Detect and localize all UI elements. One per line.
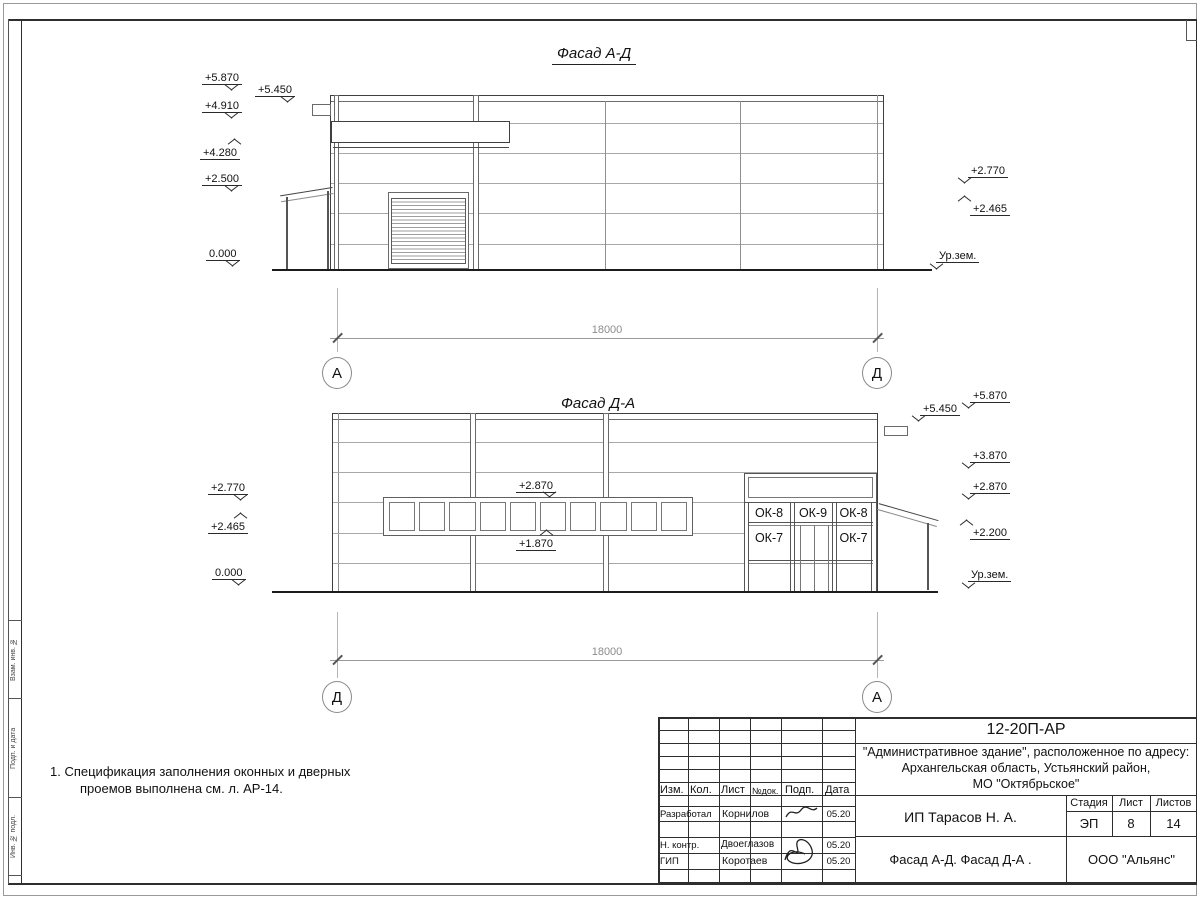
- row-name: Коротаев: [722, 855, 768, 867]
- axis-bubble-d: Д: [322, 681, 352, 713]
- ribbon-window: [600, 502, 626, 531]
- elev-tick: [234, 495, 247, 502]
- dimension-line: [330, 660, 884, 661]
- mullion-v: [832, 502, 833, 592]
- elev-mark: 0.000: [212, 567, 246, 579]
- ground-level-label: Ур.зем.: [968, 569, 1011, 581]
- ribbon-window: [389, 502, 415, 531]
- elev-mark: +2.870: [970, 481, 1010, 493]
- corner-box-line: [1186, 20, 1187, 40]
- signature: [779, 834, 821, 868]
- frame-top: [8, 19, 1197, 21]
- margin-sep: [8, 620, 22, 621]
- project-name-line: "Административное здание", расположенное по адресу:: [862, 745, 1190, 759]
- ribbon-window: [419, 502, 445, 531]
- parapet-line: [331, 101, 883, 102]
- signature: [784, 805, 820, 820]
- row-name: Корнилов: [722, 808, 770, 820]
- elev-mark: +3.870: [970, 450, 1010, 462]
- elev-mark: +2.500: [202, 173, 242, 185]
- stage-label: Стадия: [1070, 797, 1108, 809]
- entrance-awning: [331, 121, 510, 143]
- drawing-title: Фасад А-Д. Фасад Д-А .: [889, 852, 1032, 867]
- elev-tick: [958, 194, 971, 201]
- stage-value: ЭП: [1079, 816, 1099, 831]
- client-name: ИП Тарасов Н. А.: [904, 809, 1017, 825]
- margin-sep: [8, 875, 22, 876]
- mullion-h: [748, 563, 873, 564]
- door-mullion: [800, 525, 801, 592]
- facade-da-title: Фасад Д-А: [556, 395, 640, 415]
- mullion-h: [748, 522, 873, 523]
- joint-line: [605, 101, 606, 270]
- ribbon-window: [480, 502, 506, 531]
- col-ndok: №док.: [752, 786, 779, 796]
- elev-tick: [962, 463, 975, 470]
- elev-tick: [962, 583, 975, 590]
- col-list: Лист: [721, 784, 745, 796]
- sheets-label: Листов: [1155, 797, 1192, 809]
- extension-line: [337, 612, 338, 678]
- ribbon-window: [510, 502, 536, 531]
- extension-line: [877, 612, 878, 678]
- sheet-label: Лист: [1119, 797, 1143, 809]
- margin-column-line: [8, 19, 9, 884]
- vent-stub: [884, 426, 908, 436]
- margin-label: Подп. и дата: [10, 727, 17, 769]
- axis-bubble-a: А: [322, 357, 352, 389]
- window-label: ОК-8: [754, 506, 784, 520]
- canopy-post: [327, 191, 329, 270]
- ribbon-window-band: [383, 497, 693, 536]
- axis-bubble-d: Д: [862, 357, 892, 389]
- row-role: Разработал: [660, 809, 712, 820]
- corner-box-line: [1186, 40, 1197, 41]
- ribbon-window: [570, 502, 596, 531]
- dimension-value: 18000: [591, 324, 623, 336]
- dimension-value: 18000: [591, 646, 623, 658]
- roller-door: [391, 198, 466, 264]
- wall-inner-line: [877, 95, 878, 270]
- window-label: ОК-8: [839, 506, 868, 520]
- elev-tick: [225, 113, 238, 120]
- ground-line: [272, 591, 938, 593]
- col-izm: Изм.: [660, 784, 684, 796]
- window-label: ОК-7: [839, 531, 868, 545]
- window-label: ОК-9: [798, 506, 828, 520]
- awning-fascia: [333, 147, 509, 148]
- doc-number: 12-20П-АР: [986, 721, 1066, 738]
- sheet-value: 8: [1127, 816, 1135, 831]
- canopy-post: [286, 197, 288, 270]
- ribbon-window: [631, 502, 657, 531]
- elev-tick: [225, 186, 238, 193]
- axis-bubble-a: А: [862, 681, 892, 713]
- elev-mark: +5.870: [970, 390, 1010, 402]
- elev-mark: +2.465: [970, 203, 1010, 215]
- col-podp: Подп.: [785, 784, 815, 796]
- margin-sep: [8, 797, 22, 798]
- ribbon-window: [540, 502, 566, 531]
- facade-ad-title: Фасад А-Д: [552, 45, 636, 65]
- elev-tick: [962, 494, 975, 501]
- row-role: Н. контр.: [660, 840, 700, 851]
- window-label: ОК-7: [754, 531, 784, 545]
- vent-stub: [312, 104, 331, 116]
- row-role: ГИП: [660, 856, 679, 867]
- elev-mark: +2.465: [208, 521, 248, 533]
- row-date: 05.20: [826, 856, 851, 867]
- project-name-line: МО "Октябрьское": [972, 777, 1080, 791]
- elev-tick: [232, 580, 245, 587]
- margin-label: Инв. № подл.: [10, 814, 17, 858]
- mullion-h: [748, 560, 873, 561]
- ground-level-label: Ур.зем.: [936, 250, 979, 262]
- elev-mark: +4.280: [200, 147, 240, 159]
- elev-tick: [960, 518, 973, 525]
- elev-tick: [281, 97, 294, 104]
- elev-mark: +2.200: [970, 527, 1010, 539]
- ribbon-window: [661, 502, 687, 531]
- storefront-transom: [748, 477, 873, 498]
- title-block: [658, 717, 1197, 883]
- joint-line: [740, 101, 741, 270]
- row-name: Двоеглазов: [721, 839, 775, 850]
- panel-line: [331, 153, 883, 154]
- mullion-h: [744, 502, 877, 503]
- extension-line: [337, 288, 338, 352]
- sheets-value: 14: [1166, 816, 1181, 831]
- company-name: ООО "Альянс": [1088, 852, 1175, 867]
- elev-tick: [234, 511, 247, 518]
- elev-mark: +2.770: [208, 482, 248, 494]
- note-line-2: проемов выполнена см. л. АР-14.: [80, 781, 283, 796]
- dimension-line: [330, 338, 884, 339]
- margin-label: Взам. инв. №: [10, 638, 17, 682]
- elev-tick: [912, 416, 925, 423]
- ground-line: [272, 269, 932, 271]
- elev-mark: 0.000: [206, 248, 240, 260]
- frame-left: [21, 19, 22, 884]
- elev-mark: +2.870: [516, 480, 556, 492]
- elev-mark: +4.910: [202, 100, 242, 112]
- mullion-h: [748, 525, 873, 526]
- col-kol: Кол.: [690, 784, 712, 796]
- elev-tick: [543, 492, 556, 499]
- elev-mark: +2.770: [968, 165, 1008, 177]
- elev-tick: [958, 178, 971, 185]
- elev-mark: +5.450: [920, 403, 960, 415]
- panel-line: [331, 183, 883, 184]
- elev-tick: [228, 137, 241, 144]
- col-data: Дата: [825, 784, 850, 796]
- door-mullion: [828, 525, 829, 592]
- door-mullion: [814, 525, 815, 592]
- elev-tick: [540, 528, 553, 535]
- elev-tick: [930, 264, 943, 271]
- mullion-v: [871, 502, 872, 592]
- elev-tick: [225, 85, 238, 92]
- extension-line: [877, 288, 878, 352]
- mullion-v: [790, 502, 791, 592]
- row-date: 05.20: [826, 840, 851, 851]
- elev-tick: [962, 403, 975, 410]
- row-date: 05.20: [826, 809, 851, 820]
- elev-mark: +1.870: [516, 538, 556, 550]
- margin-sep: [8, 698, 22, 699]
- note-line-1: 1. Спецификация заполнения оконных и дверных: [50, 764, 351, 779]
- canopy-post: [927, 523, 929, 590]
- elev-mark: +5.450: [255, 84, 295, 96]
- frame-bottom: [8, 883, 1197, 885]
- elev-mark: +5.870: [202, 72, 242, 84]
- elev-tick: [226, 261, 239, 268]
- ribbon-window: [449, 502, 475, 531]
- project-name-line: Архангельская область, Устьянский район,: [901, 761, 1151, 775]
